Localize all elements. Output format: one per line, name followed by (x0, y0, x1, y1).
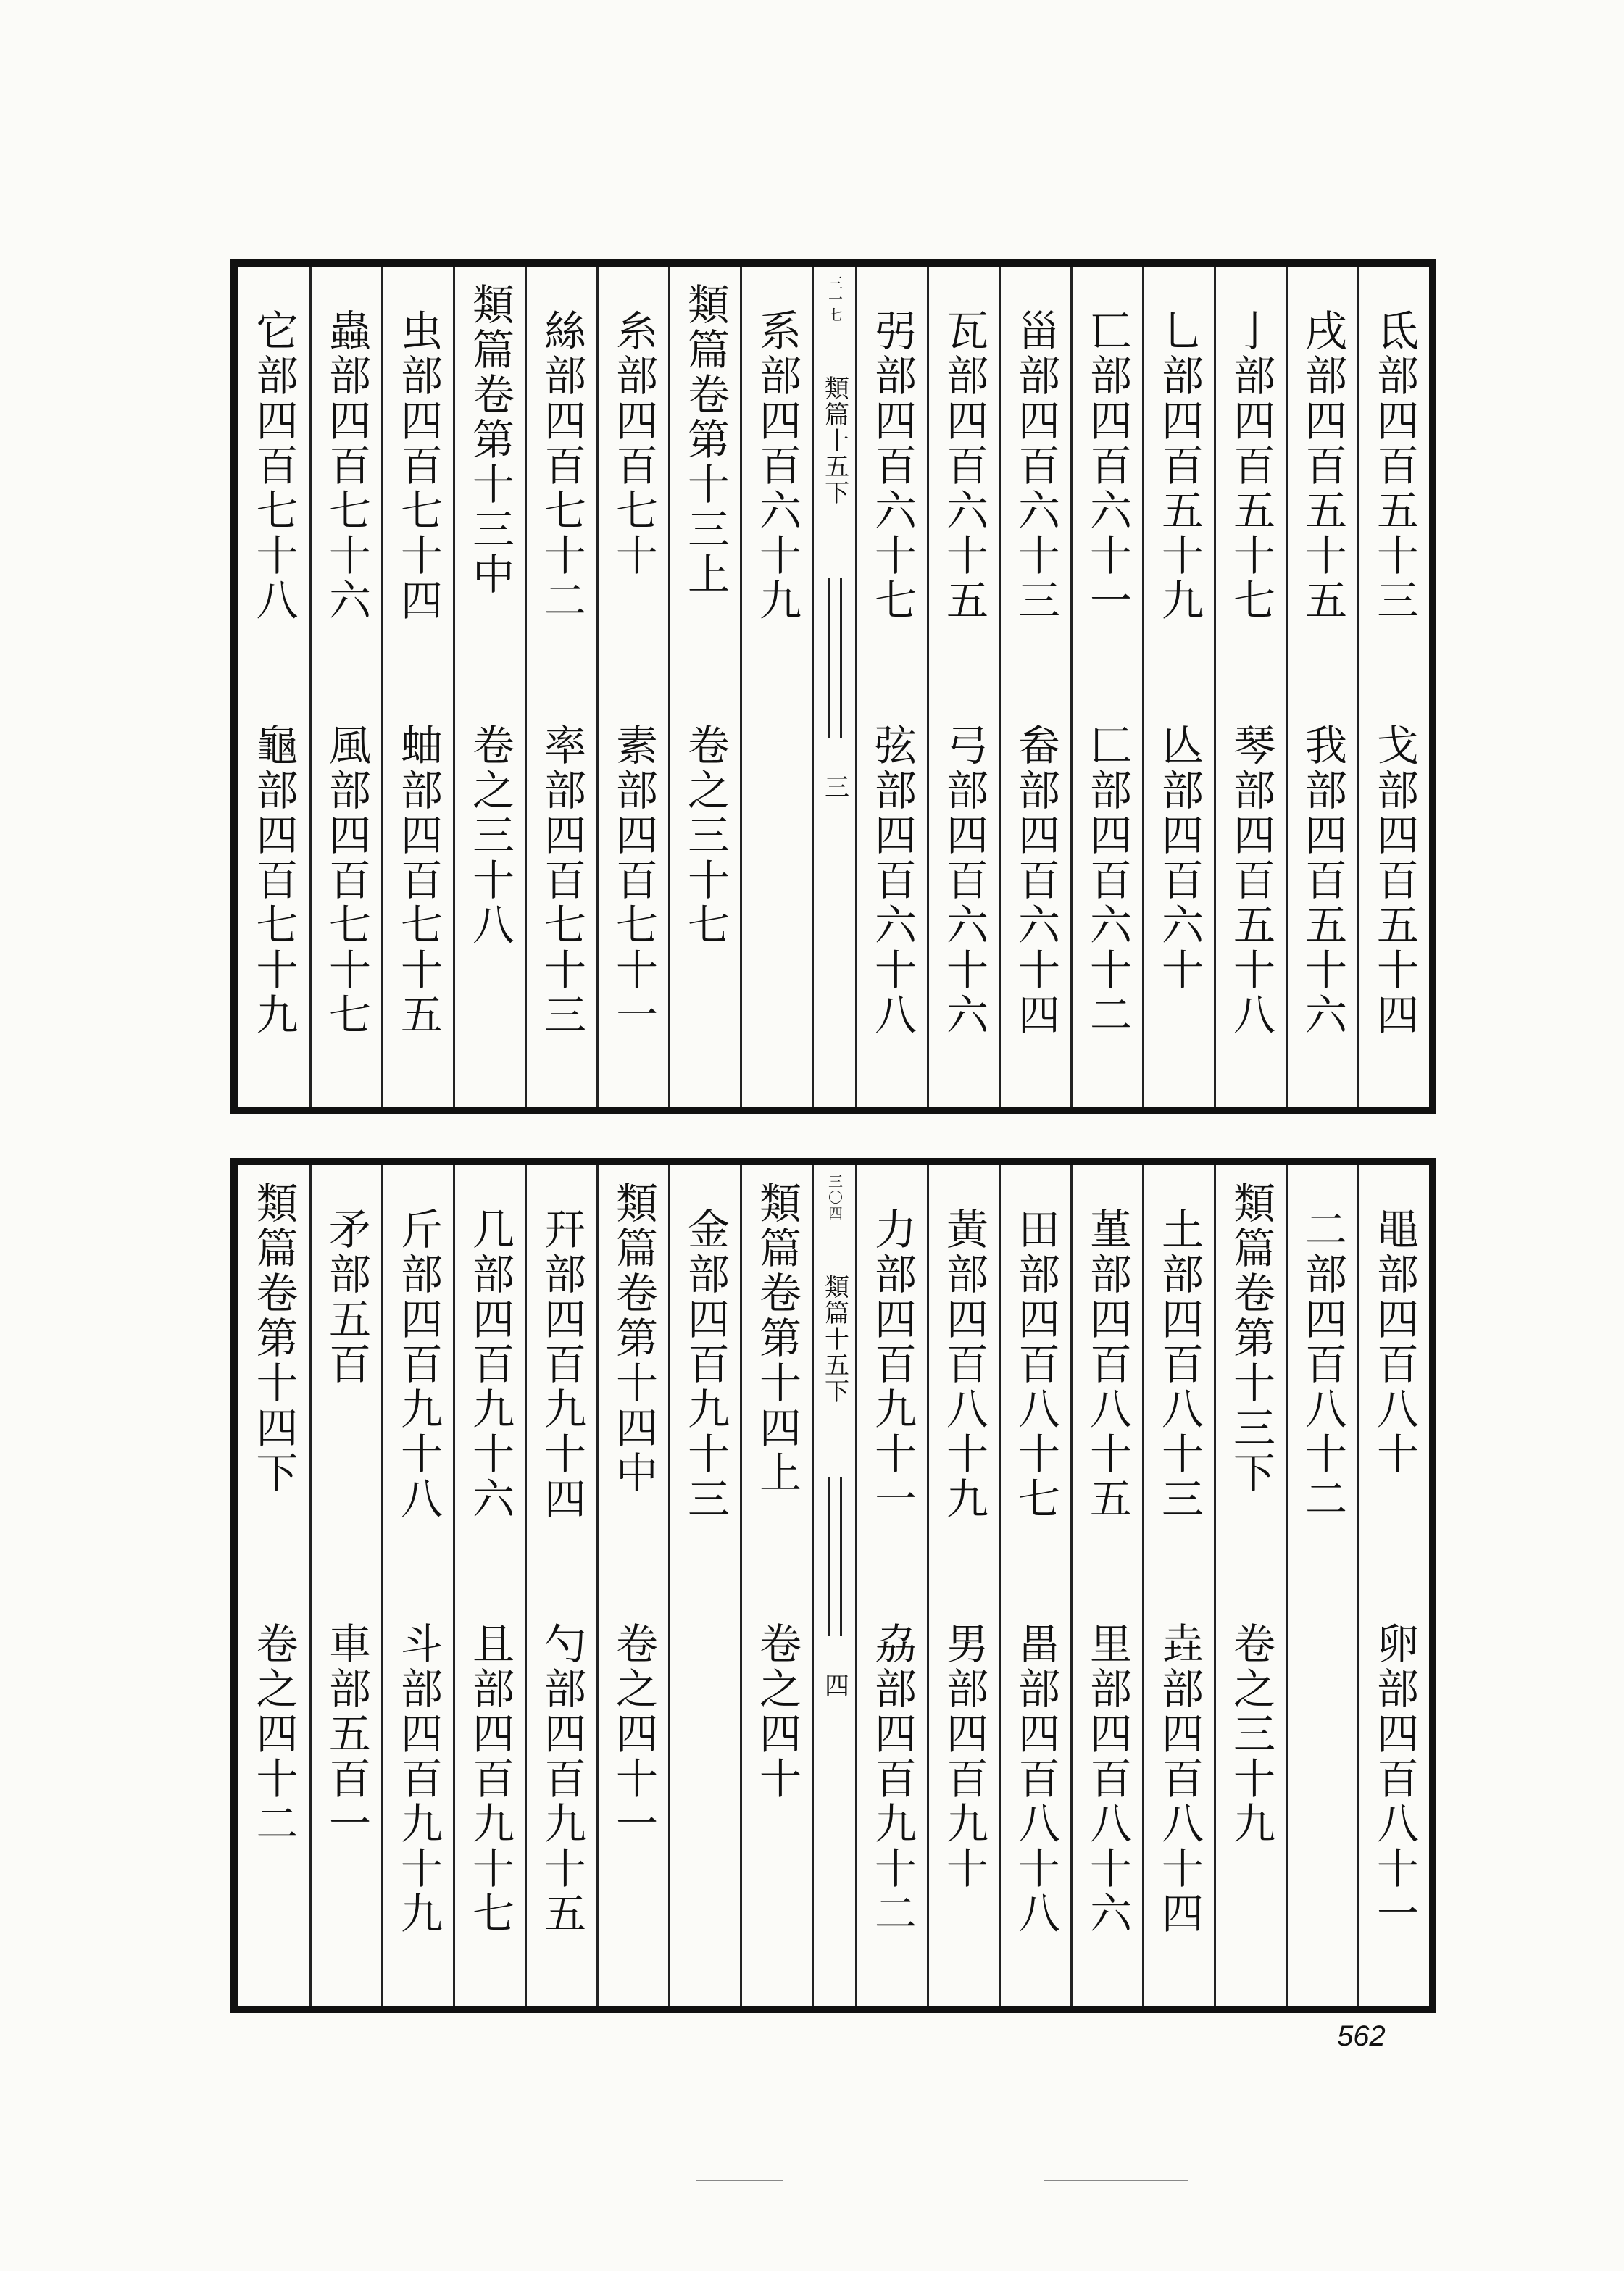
radical-entry: 且部四百九十七 (465, 1622, 515, 1936)
radical-entry: 弓部四百六十六 (939, 723, 988, 1038)
radical-entry-column (1286, 267, 1357, 1107)
page-number: 562 (1337, 2020, 1386, 2052)
radical-entry: 氐部四百五十三 (1370, 309, 1419, 623)
radical-entry-column (999, 1165, 1070, 2006)
radical-entry-column (309, 1165, 381, 2006)
radical-entry: 琴部四百五十八 (1226, 723, 1275, 1038)
radical-entry-column (1070, 267, 1142, 1107)
radical-entry: 戈部四百五十四 (1370, 723, 1419, 1038)
chapter-title: 類篇卷第十三下 (1226, 1181, 1275, 1496)
chapter-title: 類篇卷第十四下 (249, 1181, 299, 1496)
radical-entry: 乚部四百五十九 (1154, 309, 1204, 623)
volume-label: 卷之三十九 (1226, 1622, 1275, 1846)
radical-entry-column (453, 1165, 525, 2006)
radical-entry: 匸部四百六十一 (1083, 309, 1132, 623)
radical-entry-column (525, 1165, 596, 2006)
radical-entry: 弦部四百六十八 (867, 723, 917, 1038)
radical-entry: 瓦部四百六十五 (939, 309, 988, 623)
radical-entry: 里部四百八十六 (1083, 1622, 1132, 1936)
fold-leaf-mark: 三〇四 (825, 1174, 844, 1222)
radical-entry: 亅部四百五十七 (1226, 309, 1275, 623)
radical-entry-column (1142, 1165, 1214, 2006)
radical-entry-column (927, 1165, 999, 2006)
radical-entry-column (927, 267, 999, 1107)
chapter-heading-column (453, 267, 525, 1107)
radical-entry: 黽部四百八十 (1370, 1207, 1419, 1477)
center-fold-column (812, 267, 855, 1107)
radical-entry: 它部四百七十八 (249, 309, 299, 623)
bottom-columns (238, 1165, 1429, 2006)
radical-entry: 蟲部四百七十六 (322, 309, 371, 623)
chapter-heading-column (740, 1165, 812, 2006)
volume-label: 卷之三十七 (680, 723, 730, 948)
radical-entry-column (1142, 267, 1214, 1107)
radical-entry: 弜部四百六十七 (867, 309, 917, 623)
volume-label: 卷之四十 (752, 1622, 801, 1801)
radical-entry: 斤部四百九十八 (393, 1207, 443, 1522)
volume-label: 卷之四十一 (609, 1622, 658, 1846)
radical-entry: 蚰部四百七十五 (393, 723, 443, 1038)
bottom-leaf-panel (230, 1158, 1436, 2013)
radical-entry: 男部四百九十 (939, 1622, 988, 1891)
radical-entry: 劦部四百九十二 (867, 1622, 917, 1936)
radical-entry-column (740, 267, 812, 1107)
radical-entry-column (855, 267, 927, 1107)
fold-title: 類篇十五下 (820, 1274, 849, 1404)
radical-entry: 堇部四百八十五 (1083, 1207, 1132, 1522)
radical-entry: 亾部四百六十 (1154, 723, 1204, 993)
radical-entry: 風部四百七十七 (322, 723, 371, 1038)
radical-entry: 力部四百九十一 (867, 1207, 917, 1522)
chapter-heading-column (596, 1165, 668, 2006)
radical-entry: 几部四百九十六 (465, 1207, 515, 1522)
radical-entry: 系部四百六十九 (752, 309, 801, 623)
chapter-title: 類篇卷第十四中 (609, 1181, 658, 1496)
radical-entry: 田部四百八十七 (1011, 1207, 1060, 1522)
radical-entry-column (855, 1165, 927, 2006)
radical-entry-column (1070, 1165, 1142, 2006)
radical-entry-column (596, 267, 668, 1107)
radical-entry-column (1357, 1165, 1429, 2006)
chapter-heading-column (1214, 1165, 1286, 2006)
fold-bar (828, 578, 842, 738)
radical-entry: 糸部四百七十 (609, 309, 658, 578)
radical-entry: 黃部四百八十九 (939, 1207, 988, 1522)
fold-bar (828, 1477, 842, 1636)
radical-entry-column (238, 267, 309, 1107)
radical-entry: 率部四百七十三 (537, 723, 586, 1038)
volume-label: 卷之四十二 (249, 1622, 299, 1846)
radical-entry: 斗部四百九十九 (393, 1622, 443, 1936)
chapter-title: 類篇卷第十三上 (680, 283, 730, 597)
chapter-title: 類篇卷第十三中 (465, 283, 515, 597)
radical-entry: 車部五百一 (322, 1622, 371, 1846)
radical-entry: 矛部五百 (322, 1207, 371, 1387)
radical-entry: 絲部四百七十二 (537, 309, 586, 623)
radical-entry-column (381, 1165, 453, 2006)
chapter-title: 類篇卷第十四上 (752, 1181, 801, 1496)
radical-entry-column (381, 267, 453, 1107)
radical-entry: 金部四百九十三 (680, 1207, 730, 1522)
radical-entry: 我部四百五十六 (1298, 723, 1347, 1038)
radical-entry-column (1357, 267, 1429, 1107)
radical-entry: 畚部四百六十四 (1011, 723, 1060, 1038)
radical-entry: 勺部四百九十五 (537, 1622, 586, 1936)
chapter-heading-column (238, 1165, 309, 2006)
fold-page-number: 四 (820, 1672, 849, 1699)
radical-entry-column (668, 1165, 740, 2006)
radical-entry-column (1214, 267, 1286, 1107)
radical-entry: 垚部四百八十四 (1154, 1622, 1204, 1936)
radical-entry: 虫部四百七十四 (393, 309, 443, 623)
top-columns (238, 267, 1429, 1107)
radical-entry: 龜部四百七十九 (249, 723, 299, 1038)
scan-artifact-line (696, 2180, 783, 2181)
radical-entry: 戌部四百五十五 (1298, 309, 1347, 623)
radical-entry-column (525, 267, 596, 1107)
volume-label: 卷之三十八 (465, 723, 515, 948)
scan-artifact-line (1044, 2180, 1188, 2181)
top-leaf-panel (230, 259, 1436, 1114)
radical-entry: 卵部四百八十一 (1370, 1622, 1419, 1936)
radical-entry: 甾部四百六十三 (1011, 309, 1060, 623)
radical-entry: 土部四百八十三 (1154, 1207, 1204, 1522)
radical-entry-column (309, 267, 381, 1107)
radical-entry: 幵部四百九十四 (537, 1207, 586, 1522)
fold-page-number: 三 (820, 774, 849, 800)
radical-entry: 畕部四百八十八 (1011, 1622, 1060, 1936)
radical-entry-column (1286, 1165, 1357, 2006)
fold-title: 類篇十五下 (820, 375, 849, 506)
fold-leaf-mark: 三一七 (825, 275, 844, 323)
center-fold-column (812, 1165, 855, 2006)
radical-entry: 二部四百八十二 (1298, 1207, 1347, 1522)
radical-entry: 素部四百七十一 (609, 723, 658, 1038)
chapter-heading-column (668, 267, 740, 1107)
radical-entry: 匚部四百六十二 (1083, 723, 1132, 1038)
radical-entry-column (999, 267, 1070, 1107)
